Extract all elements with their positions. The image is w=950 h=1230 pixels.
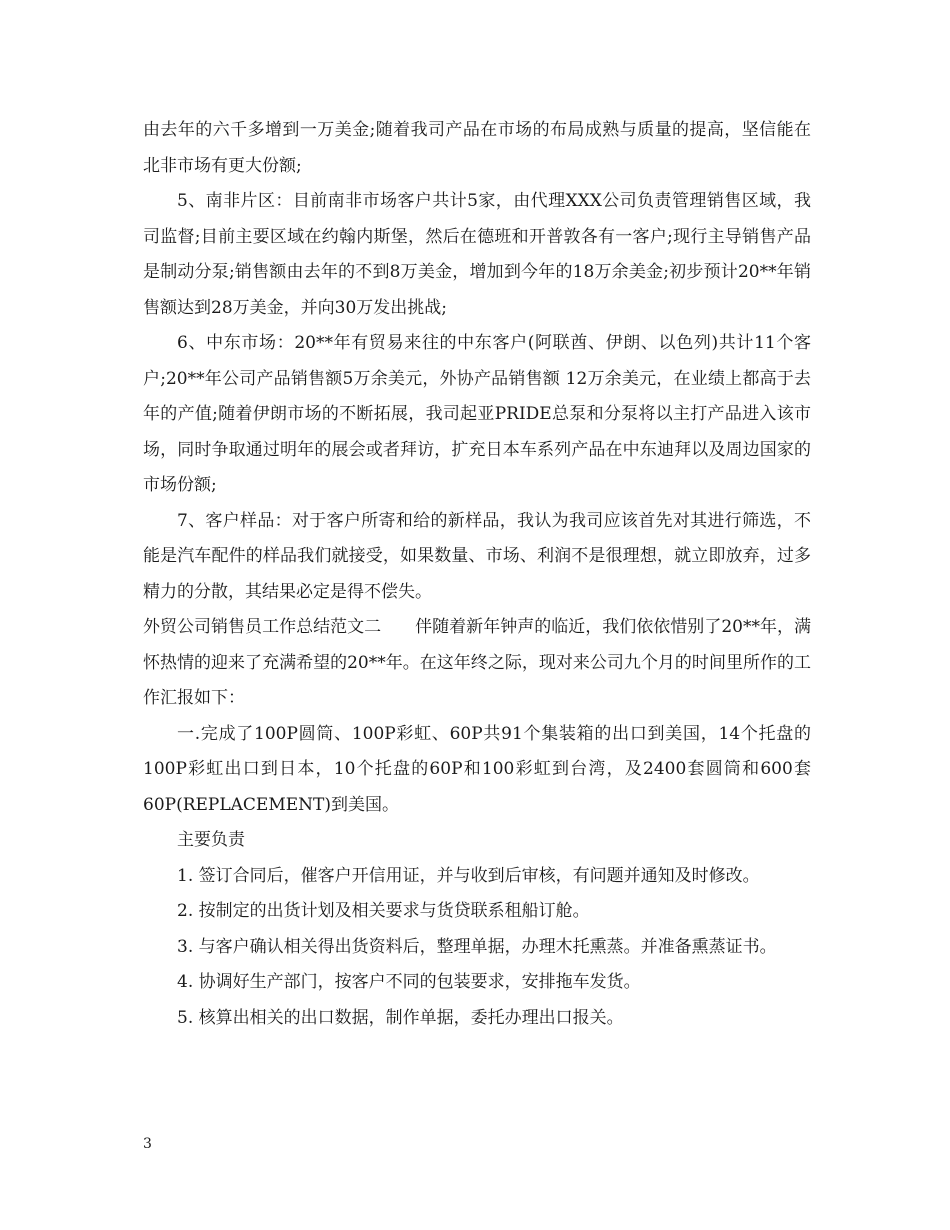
list-item-3: 3. 与客户确认相关得出货资料后，整理单据，办理木托熏蒸。并准备熏蒸证书。: [177, 936, 777, 957]
page-number: 3: [143, 1136, 152, 1152]
paragraph-1: 由去年的六千多增到一万美金;随着我司产品在市场的布局成熟与质量的提高，坚信能在北非市场有更大份额;: [143, 120, 811, 176]
paragraph-5: 外贸公司销售员工作总结范文二 伴随着新年钟声的临近，我们依依惜别了20**年，满怀热情的迎来了充满希望的20**年。在这年终之际，现对来公司九个月的时间里所作的工作汇报如下：: [143, 617, 811, 708]
document-body: [143, 113, 811, 1036]
list-item-4: 4. 协调好生产部门，按客户不同的包装要求，安排拖车发货。: [177, 972, 641, 992]
paragraph-6: 一.完成了100P圆筒、100P彩虹、60P共91个集装箱的出口到美国，14个托盘的100P彩虹出口到日本，10个托盘的60P和100彩虹到台湾，及2400套圆筒和600套60P(REPLACEMENT)到美国。: [143, 723, 811, 815]
paragraph-7: 主要负责: [177, 830, 245, 850]
list-item-5: 5. 核算出相关的出口数据，制作单据，委托办理出口报关。: [177, 1007, 624, 1028]
paragraph-4: 7、客户样品：对于客户所寄和给的新样品，我认为我司应该首先对其进行筛选，不能是汽车配件的样品我们就接受，如果数量、市场、利润不是很理想，就立即放弃，过多精力的分散，其结果必定是得不偿失。: [143, 510, 811, 602]
list-item-1: 1. 签订合同后，催客户开信用证，并与收到后审核，有问题并通知及时修改。: [177, 865, 760, 886]
list-item-2: 2. 按制定的出货计划及相关要求与货贷联系租船订舱。: [177, 901, 590, 921]
paragraph-2: 5、南非片区：目前南非市场客户共计5家，由代理XXX公司负责管理销售区域，我司监督;目前主要区域在约翰内斯堡，然后在德班和开普敦各有一客户;现行主导销售产品是制动分泵;销售额由去年的不到8万美金，增加到今年的18万余美金;初步预计20**年销售额达到28万美金，并向30万发出挑战;: [143, 191, 811, 318]
paragraph-3: 6、中东市场：20**年有贸易来往的中东客户(阿联酋、伊朗、以色列)共计11个客户;20**年公司产品销售额5万余美元，外协产品销售额 12万余美元，在业绩上都高于去年的产值;随着伊朗市场的不断拓展，我司起亚PRIDE总泵和分泵将以主打产品进入该市场，同时争取通过明年的展会或者拜访，扩充日本车系列产品在中东迪拜以及周边国家的市场份额;: [143, 333, 811, 495]
